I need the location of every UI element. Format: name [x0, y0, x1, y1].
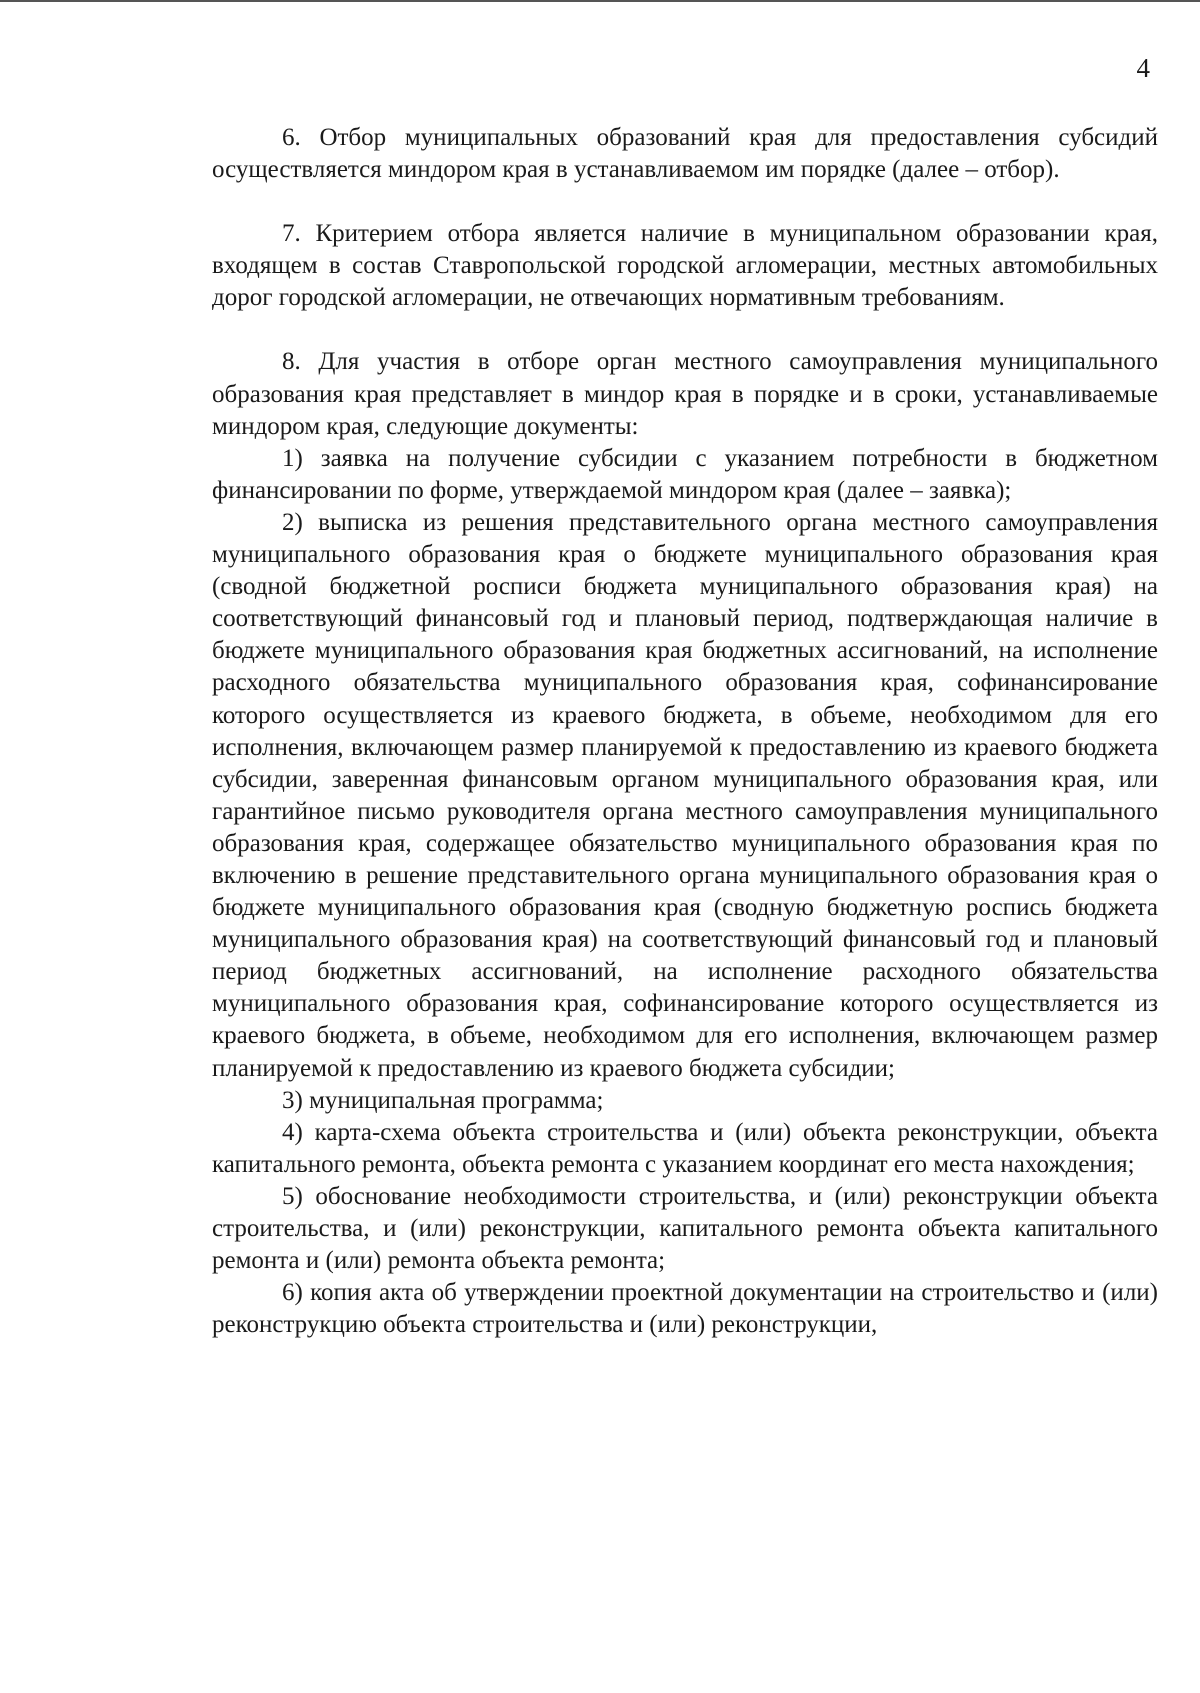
document-body — [212, 122, 1158, 1341]
list-item-2: 2) выписка из решения представительного органа местного самоуправления муниципального образования края о бюджете муниципального образования края (сводной бюджетной росписи бюджета муниципального образования края) на соответствующий финансовый год и плановый период, подтверждающая наличие в бюджете муниципального образования края бюджетных ассигнований, на исполнение расходного обязательства муниципального образования края, софинансирование которого осуществляется из краевого бюджета, в объеме, необходимом для его исполнения, включающем размер планируемой к предоставлению из краевого бюджета субсидии, заверенная финансовым органом муниципального образования края, или гарантийное письмо руководителя органа местного самоуправления муниципального образования края, содержащее обязательство муниципального образования края по включению в решение представительного органа муниципального образования края о бюджете муниципального образования края (сводную бюджетную роспись бюджета муниципального образования края) на соответствующий финансовый год и плановый период бюджетных ассигнований, на исполнение расходного обязательства муниципального образования края, софинансирование которого осуществляется из краевого бюджета, в объеме, необходимом для его исполнения, включающем размер планируемой к предоставлению из краевого бюджета субсидии; — [212, 508, 1158, 1082]
list-item-5: 5) обоснование необходимости строительства, и (или) реконструкции объекта строительства, и (или) реконструкции, капитального ремонта объекта капитального ремонта и (или) ремонта объекта ремонта; — [212, 1182, 1158, 1275]
paragraph-6: 6. Отбор муниципальных образований края для предоставления субсидий осуществляется миндором края в устанавливаемом им порядке (далее – отбор). — [212, 124, 1158, 184]
paragraph-8: 8. Для участия в отборе орган местного самоуправления муниципального образования края представляет в миндор края в порядке и в сроки, устанавливаемые миндором края, следующие документы: — [212, 348, 1158, 440]
list-item-4: 4) карта-схема объекта строительства и (или) объекта реконструкции, объекта капитального ремонта, объекта ремонта с указанием координат его места нахождения; — [212, 1118, 1158, 1178]
top-border-line — [0, 0, 1200, 2]
paragraph-7: 7. Критерием отбора является наличие в муниципальном образовании края, входящем в состав Ставропольской городской агломерации, местных автомобильных дорог городской агломерации, не отвечающих нормативным требованиям. — [212, 220, 1158, 312]
list-item-6: 6) копия акта об утверждении проектной документации на строительство и (или) реконструкцию объекта строительства и (или) реконструкции, — [212, 1279, 1158, 1339]
list-item-1: 1) заявка на получение субсидии с указанием потребности в бюджетном финансировании по форме, утверждаемой миндором края (далее – заявка); — [212, 444, 1158, 504]
page-number: 4 — [1136, 53, 1150, 83]
list-item-3: 3) муниципальная программа; — [282, 1086, 604, 1114]
